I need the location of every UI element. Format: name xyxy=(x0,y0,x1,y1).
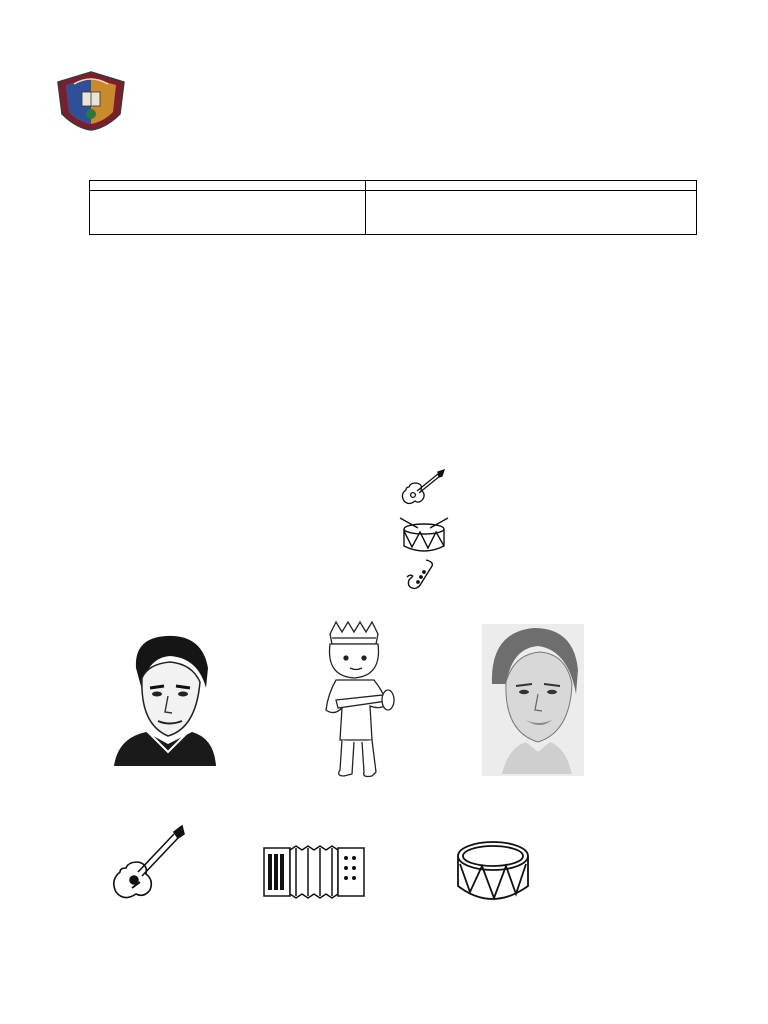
guitar-icon xyxy=(108,822,188,904)
drum-icon xyxy=(398,516,450,554)
table-cell xyxy=(90,181,366,191)
student-info-table xyxy=(89,180,697,235)
guitar-icon xyxy=(398,468,446,508)
saxophone-icon xyxy=(404,558,438,592)
accordion-icon xyxy=(262,838,366,904)
table-cell xyxy=(366,181,697,191)
female-singer-portrait xyxy=(482,624,584,776)
table-cell xyxy=(366,191,697,235)
child-with-instrument xyxy=(312,620,402,782)
male-singer-portrait xyxy=(110,628,218,766)
drum-icon xyxy=(452,834,532,908)
school-crest-logo xyxy=(54,70,128,132)
table-cell xyxy=(90,191,366,235)
